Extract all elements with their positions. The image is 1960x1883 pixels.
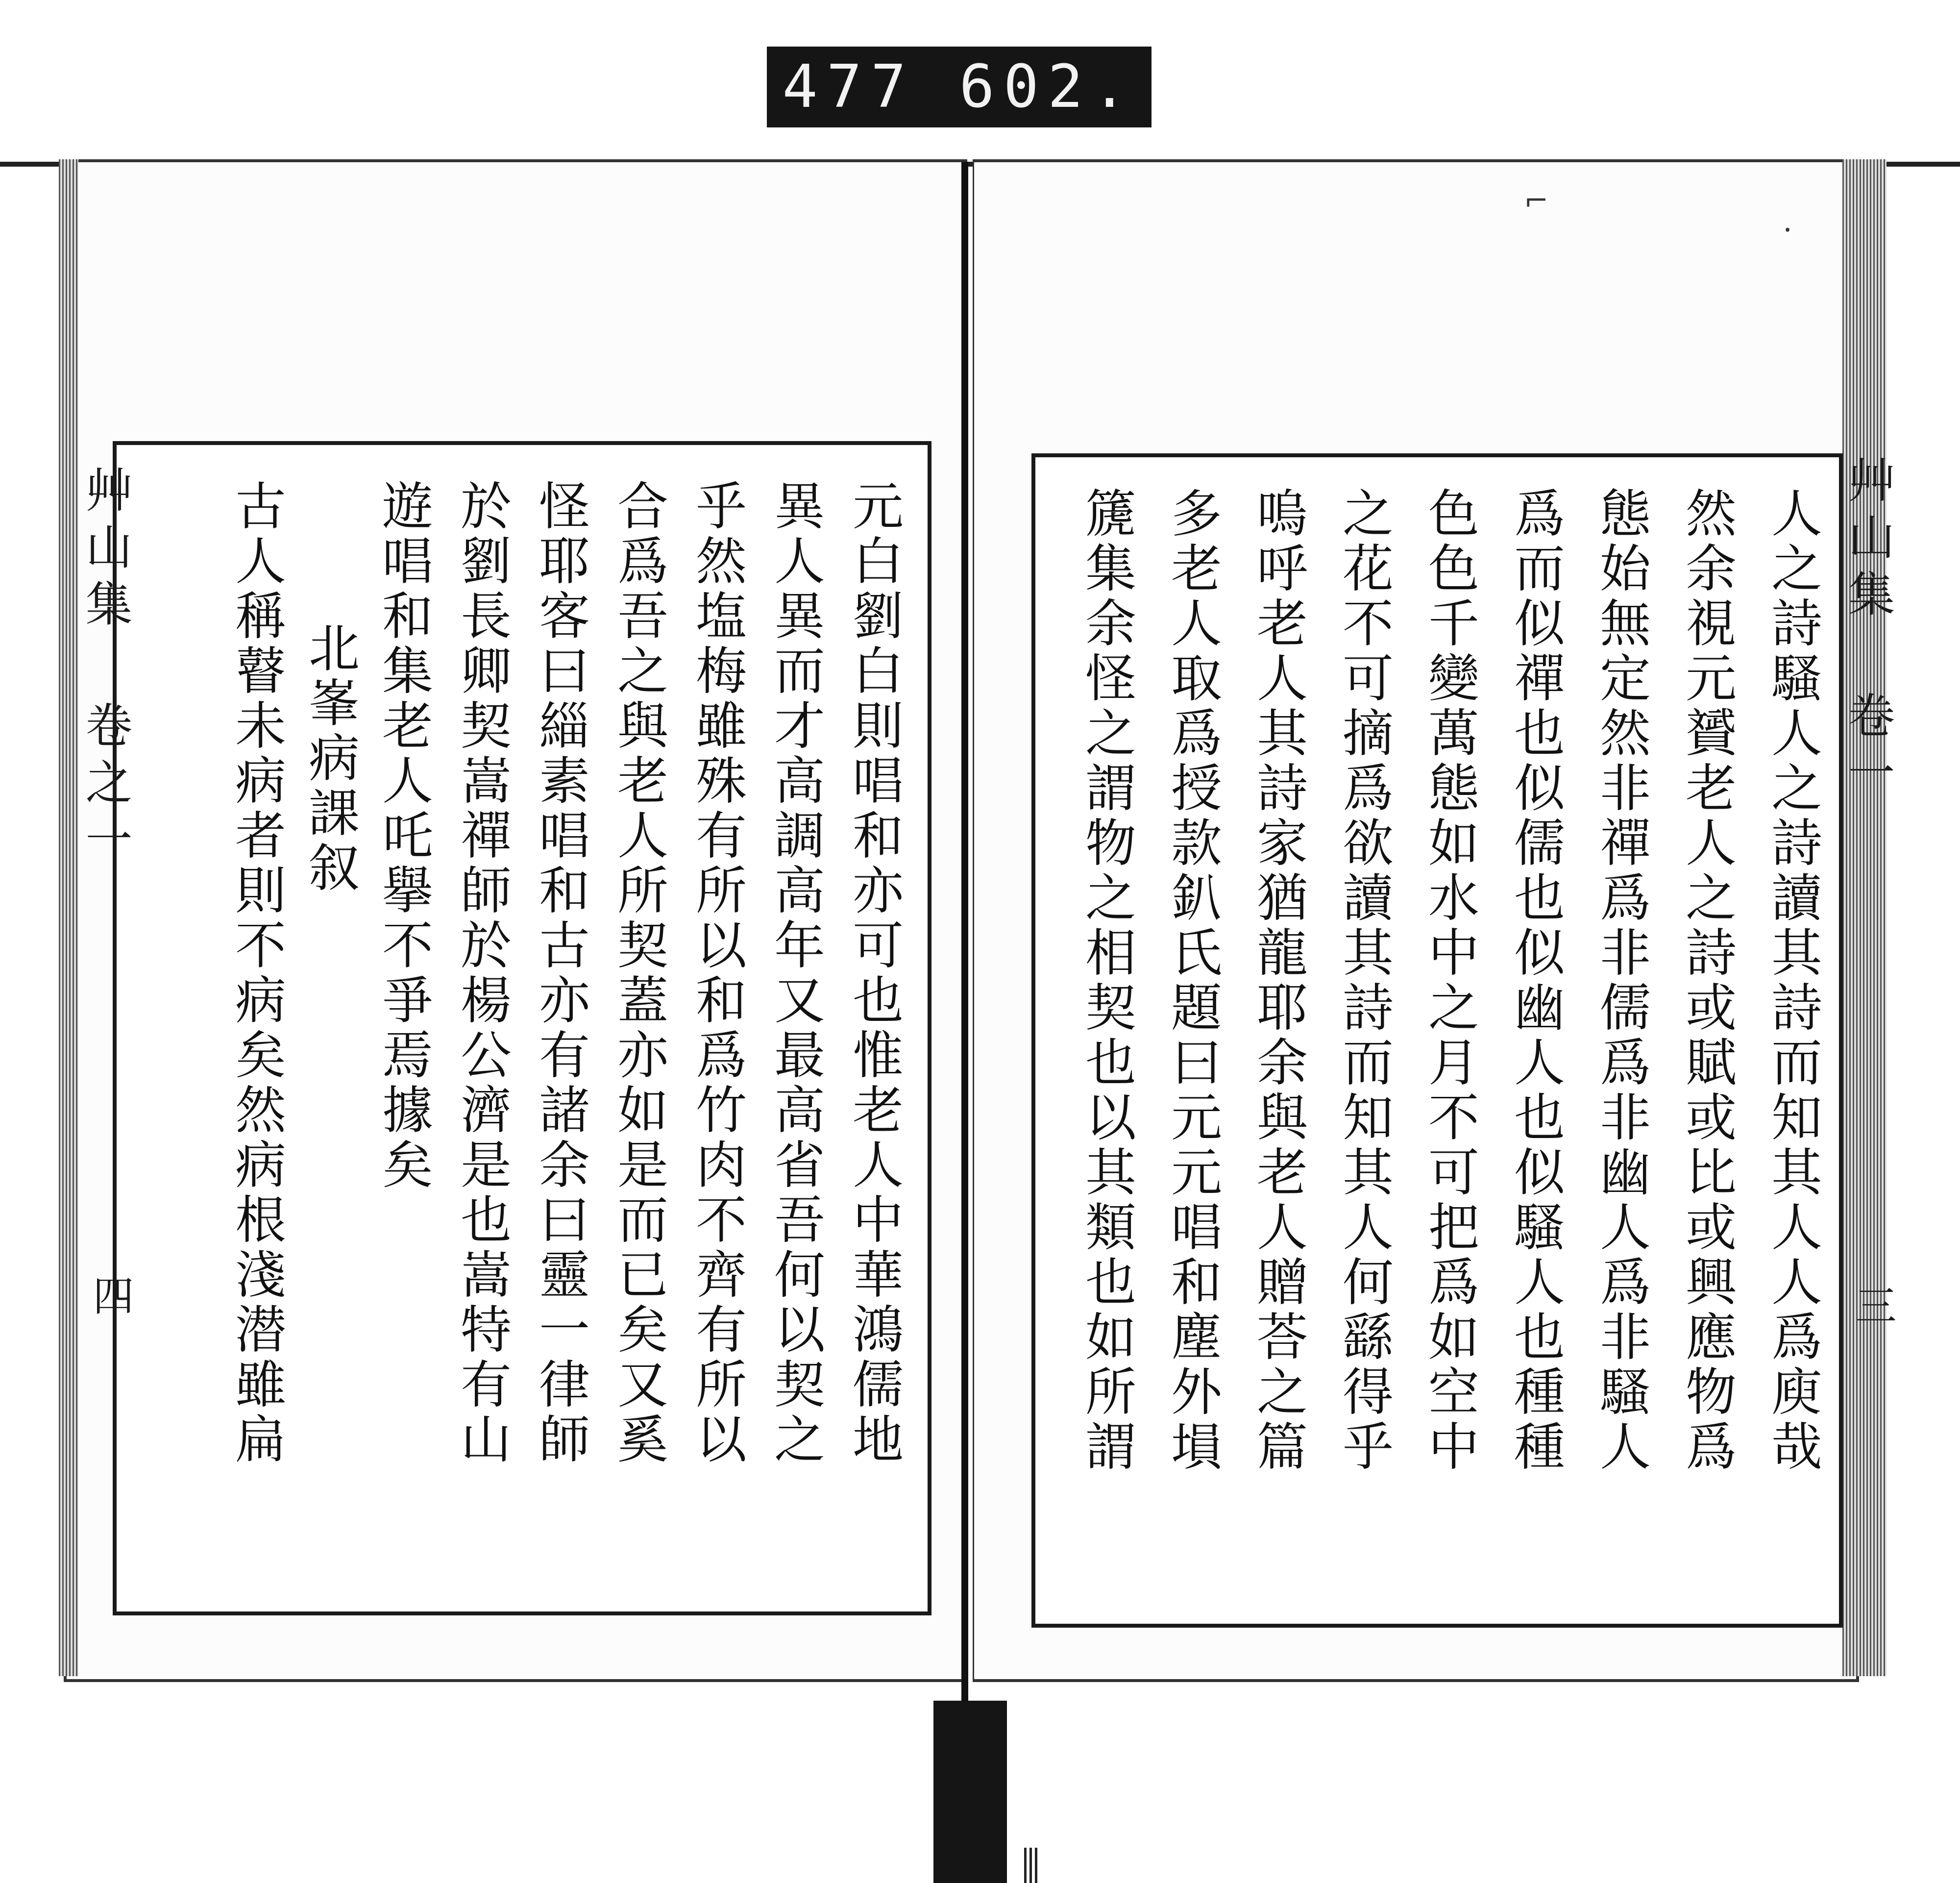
left-text-box [113, 441, 931, 1615]
text-column-9: 古人稱瞽未病者則不病矣然病根淺潜雖扁 [226, 479, 286, 1467]
text-column-4: 爲而似禪也似儒也似幽人也似騷人也種種 [1505, 487, 1565, 1475]
text-column-4: 合爲吾之與老人所契蓋亦如是而已矣又奚 [609, 479, 668, 1467]
text-column-5: 怪耶客曰緇素唱和古亦有諸余曰靈一律師 [530, 479, 590, 1467]
text-column-2: 然余視元贇老人之詩或賦或比或興應物爲 [1677, 487, 1737, 1475]
binding-clip [933, 1701, 1007, 1883]
left-folio-number: 四 [86, 1274, 134, 1315]
right-text-box [1031, 453, 1843, 1628]
binding-clip-lines [1024, 1848, 1039, 1883]
stray-mark: ⸱ [1784, 213, 1792, 248]
text-column-6: 於劉長卿契嵩禪師於楊公濟是也嵩特有山 [452, 479, 512, 1467]
text-column-3: 態始無定然非禪爲非儒爲非幽人爲非騷人 [1591, 487, 1651, 1475]
text-column-5: 色色千變萬態如水中之月不可把爲如空中 [1420, 487, 1479, 1475]
text-column-7: 嗚呼老人其詩家猶龍耶余與老人贈荅之篇 [1248, 487, 1308, 1475]
text-column-6: 之花不可摘爲欲讀其詩而知其人何繇得乎 [1334, 487, 1394, 1475]
text-column-1: 人之詩騷人之詩讀其詩而知其人人爲庾哉 [1763, 487, 1822, 1475]
right-folio-number: 三 [1849, 1284, 1897, 1325]
section-title: 北峯病課叙 [300, 621, 360, 896]
left-page-edge [59, 159, 78, 1676]
text-column-1: 元白劉白則唱和亦可也惟老人中華鴻儒地 [844, 479, 904, 1467]
book-fold [961, 162, 968, 1883]
left-margin-title: 艸山集 卷之一 [78, 466, 133, 871]
text-column-9: 篪集余怪之謂物之相契也以其類也如所謂 [1077, 487, 1136, 1475]
text-column-8: 多老人取爲授款釟氏題曰元元唱和塵外塤 [1162, 487, 1222, 1475]
right-page-edge [1842, 159, 1886, 1676]
archive-frame-number: 477 602. [767, 47, 1152, 127]
text-column-7: 遊唱和集老人吒擧不爭焉據矣 [373, 479, 433, 1193]
text-column-3: 乎然塩梅雖殊有所以和爲竹肉不齊有所以 [687, 479, 747, 1467]
stray-mark: ⌐ [1524, 184, 1549, 218]
right-margin-title: 艸山集 卷一 [1840, 456, 1895, 805]
text-column-2: 異人異而才高調高年又最高省吾何以契之 [765, 479, 825, 1467]
